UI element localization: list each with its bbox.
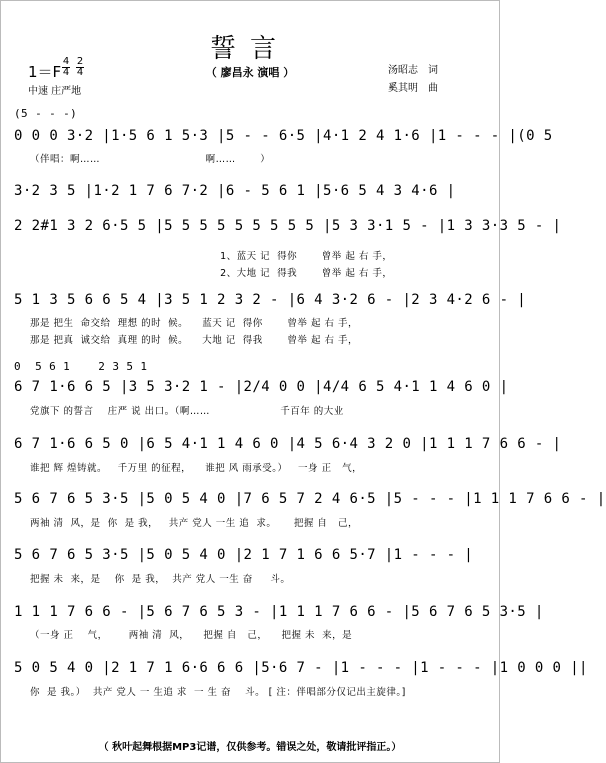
lyric-line: 党旗下 的誓言 庄严 说 出口。（啊…… 千百年 的大业 — [30, 406, 344, 417]
score-line: 5 6 7 6 5 3·5 |5 0 5 4 0 |7 6 5 7 2 4 6·5 |5 - - - |1 1 1 7 6 6 - | — [14, 491, 606, 507]
time-sig-denominator: 4 — [62, 67, 70, 78]
lyric-line: 谁把 辉 煌铸就。 千万里 的征程， 谁把 风 雨承受。） 一身 正 气， — [30, 463, 363, 474]
lyric-line: （一身 正 气， 两袖 清 风， 把握 自 己， 把握 未 来，是 — [30, 630, 353, 641]
score-line: 0 5 6 1 2 3 5 1 — [14, 360, 148, 373]
time-sig-numerator: 2 — [76, 56, 84, 67]
score-line: 3·2 3 5 |1·2 1 7 6 7·2 |6 - 5 6 1 |5·6 5 4 3 4·6 | — [14, 183, 456, 199]
score-line: 1 1 1 7 6 6 - |5 6 7 6 5 3 - |1 1 1 7 6 6 - |5 6 7 6 5 3·5 | — [14, 604, 544, 620]
lyric-line: 两袖 清 风，是 你 是 我， 共产 党人 一生 追 求。 把握 自 己， — [30, 518, 358, 529]
score-line: 5 0 5 4 0 |2 1 7 1 6·6 6 6 |5·6 7 - |1 - - - |1 - - - |1 0 0 0 || — [14, 660, 588, 676]
lyric-line: 那是 把生 命交给 理想 的时 候。 蓝天 记 得你 曾举 起 右 手， — [30, 318, 358, 329]
score-line: (5 - - -) — [14, 107, 78, 120]
lyric-line: 那是 把真 诚交给 真理 的时 候。 大地 记 得我 曾举 起 右 手， — [30, 335, 358, 346]
lyric-line: 2、大地 记 得我 曾举 起 右 手， — [30, 268, 393, 279]
composer-credit: 奚其明 曲 — [388, 83, 438, 94]
singer-credit: （ 廖昌永 演唱 ） — [205, 66, 295, 79]
time-sig-denominator: 4 — [76, 67, 84, 78]
score-line: 6 7 1·6 6 5 |3 5 3·2 1 - |2/4 0 0 |4/4 6 5 4·1 1 4 6 0 | — [14, 379, 509, 395]
transcriber-note: （ 秋叶起舞根据MP3记谱，仅供参考。错误之处，敬请批评指正。） — [98, 742, 402, 753]
time-sig-numerator: 4 — [62, 56, 70, 67]
page-title: 誓言 — [209, 34, 290, 64]
score-line: 5 6 7 6 5 3·5 |5 0 5 4 0 |2 1 7 1 6 6 5·7 |1 - - - | — [14, 547, 474, 563]
score-line: 2 2#1 3 2 6·5 5 |5 5 5 5 5 5 5 5 5 |5 3 3·1 5 - |1 3 3·3 5 - | — [14, 218, 562, 234]
key-signature: 1＝F — [28, 63, 62, 81]
time-signature-2 — [76, 57, 84, 78]
score-line: 5 1 3 5 6 6 5 4 |3 5 1 2 3 2 - |6 4 3·2 6 - |2 3 4·2 6 - | — [14, 292, 527, 308]
score-line: 0 0 0 3·2 |1·5 6 1 5·3 |5 - - 6·5 |4·1 2 4 1·6 |1 - - - |(0 5 — [14, 128, 553, 144]
lyricist-credit: 汤昭志 词 — [388, 65, 438, 76]
time-signature-1 — [62, 57, 70, 78]
lyric-line: 你 是 我。） 共产 党人 一 生追 求 一 生 奋 斗。 [ 注：伴唱部分仅记出主旋律。] — [30, 687, 406, 698]
lyric-line: 1、蓝天 记 得你 曾举 起 右 手， — [30, 251, 393, 262]
lyric-line: 把握 未 来，是 你 是 我， 共产 党人 一生 奋 斗。 — [30, 574, 291, 585]
score-line: 6 7 1·6 6 5 0 |6 5 4·1 1 4 6 0 |4 5 6·4 3 2 0 |1 1 1 7 6 6 - | — [14, 436, 562, 452]
lyric-line: （伴唱：啊…… 啊…… ） — [30, 154, 271, 165]
tempo-marking: 中速 庄严地 — [28, 86, 82, 97]
